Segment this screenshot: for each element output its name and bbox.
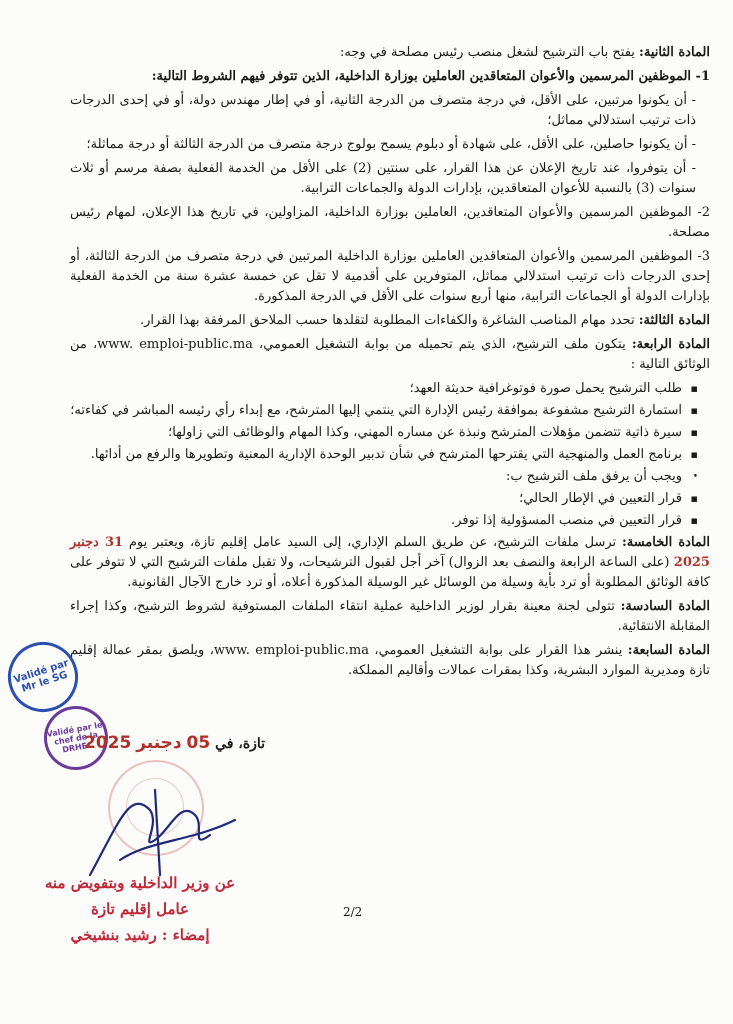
list-item: ▪ برنامج العمل والمنهجية التي يقترحها المترشح في شأن تدبير الوحدة الإدارية المعنية وتطويرها والرفع من أدائها. [70, 445, 682, 465]
article-3 [70, 311, 710, 331]
article-4-text-a: يتكون ملف الترشيح، الذي يتم تحميله من بوابة التشغيل العمومي، [259, 337, 626, 352]
article-2-intro-text: يفتح باب الترشيح لشغل منصب رئيس مصلحة في وجه: [340, 45, 635, 60]
article-2-condition-2: - أن يكونوا حاصلين، على الأقل، على شهادة أو دبلوم يسمح بولوج درجة متصرف من الدرجة الثالثة أو درجة مماثلة؛ [86, 137, 696, 152]
article-2-intro [70, 43, 710, 63]
list-item: ▪ قرار التعيين في الإطار الحالي؛ [70, 489, 682, 509]
article-4-url: www. emploi-public.ma [97, 337, 253, 352]
article-5-text-b: (على الساعة الرابعة والنصف بعد الزوال) آخر أجل لقبول الترشيحات، ولا تقبل ملفات الترشيح التي لا تتوفر على كافة الوثائق المطلوبة أو ترد بأية وسيلة من الوسائل غير الوسيلة المذكورة أعلاه، أو ترد خارج الآجال القانونية. [70, 555, 710, 590]
article-6 [70, 597, 710, 637]
article-2-item-1: 1- الموظفين المرسمين والأعوان المتعاقدين العاملين بوزارة الداخلية، الذين تتوفر فيهم الشروط التالية: [151, 69, 710, 84]
required-documents-list [70, 379, 710, 531]
article-2-condition-3: - أن يتوفروا، عند تاريخ الإعلان عن هذا القرار، على سنتين (2) على الأقل من الخدمة الفعلية بصفة مرسم أو ثلاث سنوات (3) بالنسبة للأعوان المتعاقدين، بإدارات الدولة والجماعات الترابية. [70, 161, 696, 196]
handwritten-signature [60, 780, 250, 880]
article-3-heading: المادة الثالثة: [638, 313, 710, 328]
article-5-heading: المادة الخامسة: [621, 535, 710, 550]
date-month: دجنبر [136, 733, 182, 753]
article-2-item-2: 2- الموظفين المرسمين والأعوان المتعاقدين، العاملين بوزارة الداخلية، المزاولين، في تاريخ هذا الإعلان، لمهام رئيس مصلحة. [70, 205, 710, 240]
article-6-text: تتولى لجنة معينة بقرار لوزير الداخلية عملية انتقاء الملفات المستوفية لشروط الترشيح، وكذا إجراء المقابلة الانتقائية. [70, 599, 710, 634]
signature-line-1: عن وزير الداخلية وبتفويض منه [44, 874, 236, 892]
article-4-text-b: ، من الوثائق التالية : [70, 337, 710, 372]
list-item: ▪ استمارة الترشيح مشفوعة بموافقة رئيس الإدارة التي ينتمي إليها المترشح، مع إبداء رأي رئيسه المباشر في كفاءته؛ [70, 401, 682, 421]
place-label: تازة، في [215, 736, 266, 752]
date-day: 05 [186, 733, 211, 753]
article-4-heading: المادة الرابعة: [631, 337, 710, 352]
list-item: ▪ سيرة ذاتية تتضمن مؤهلات المترشح ونبذة عن مساره المهني، وكذا المهام والوظائف التي زاولها؛ [70, 423, 682, 443]
page-number: 2/2 [343, 905, 363, 919]
list-item: ▪ طلب الترشيح يحمل صورة فوتوغرافية حديثة العهد؛ [70, 379, 682, 399]
article-6-heading: المادة السادسة: [620, 599, 711, 614]
article-2-item-3: 3- الموظفين المرسمين والأعوان المتعاقدين العاملين بوزارة الداخلية المرتبين في درجة متصرف من الدرجة الثالثة، أو إحدى الدرجات ذات ترتيب استدلالي مماثل، المتوفرين على أقدمية لا تقل عن خمسة عشرة سنة من الخدمة الفعلية بإدارات الدولة أو الجماعات الترابية، منها أربع سنوات على الأقل في الدرجة المذكورة. [70, 249, 710, 304]
stamp-sg-text: Validé par Mr le SG [12, 657, 71, 695]
signature-block [20, 870, 260, 948]
article-4 [70, 335, 710, 375]
article-7 [70, 641, 710, 681]
article-7-text-a: ينشر هذا القرار على بوابة التشغيل العمومي، [374, 643, 623, 658]
article-2-condition-1: - أن يكونوا مرتبين، على الأقل، في درجة متصرف من الدرجة الثانية، أو في إطار مهندس دولة، أو في إحدى الدرجات ذات ترتيب استدلالي مماثل؛ [70, 93, 696, 128]
article-5-text-a: ترسل ملفات الترشيح، عن طريق السلم الإداري، إلى السيد عامل إقليم تازة، ويعتبر يوم [128, 535, 617, 550]
attachments-intro: • ويجب أن يرفق ملف الترشيح ب: [70, 467, 682, 487]
article-3-text: تحدد مهام المناصب الشاغرة والكفاءات المطلوبة لتقلدها حسب الملاحق المرفقة بهذا القرار. [140, 313, 635, 328]
deadline-date: 31 دجنبر 2025 [70, 535, 710, 570]
article-7-heading: المادة السابعة: [627, 643, 711, 658]
signature-line-2: عامل إقليم تازة [90, 900, 190, 918]
article-7-url: www. emploi-public.ma [213, 643, 369, 658]
article-7-text-b: ، ويلصق بمقر عمالة إقليم تازة ومديرية الموارد البشرية، وكذا بمقرات عمالات وأقاليم المملكة. [70, 643, 710, 678]
document-body [70, 43, 710, 685]
article-2-heading: المادة الثانية: [639, 45, 710, 60]
place-and-date [84, 733, 265, 753]
article-5 [70, 533, 710, 593]
stamp-drhec-text: Validé par le chef de la DRHEC [45, 719, 104, 754]
date-year: 2025 [84, 733, 132, 753]
list-item: ▪ قرار التعيين في منصب المسؤولية إذا توفر. [70, 511, 682, 531]
signature-line-3: إمضاء : رشيد بنشيخي [70, 926, 210, 944]
